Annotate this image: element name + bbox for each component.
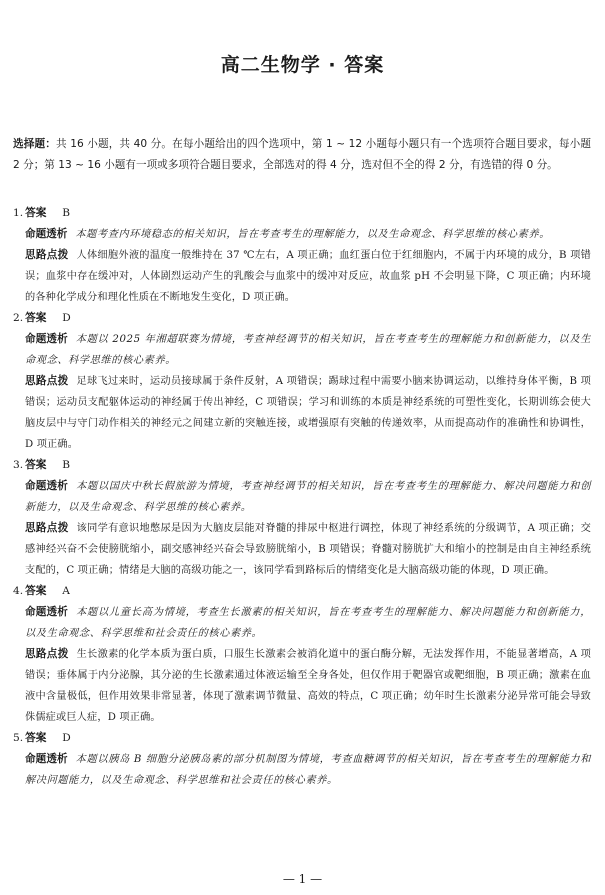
answer-label: 答案 [25,585,47,597]
answer-label: 答案 [25,312,47,324]
analysis-text: 本题以胰岛 B 细胞分泌胰岛素的部分机制图为情境，考查血糖调节的相关知识，旨在考查考生的理解能力和解决问题能力，以及生命观念、科学思维和社会责任的核心素养。 [25,754,592,786]
question-1 [13,203,591,308]
answer-value: B [62,459,71,471]
analysis-text: 本题以国庆中秋长假旅游为情境，考查神经调节的相关知识，旨在考查考生的理解能力、解决问题能力和创新能力，以及生命观念、科学思维的核心素养。 [25,481,592,513]
analysis-text: 本题考查内环境稳态的相关知识，旨在考查考生的理解能力，以及生命观念、科学思维的核心素养。 [75,229,551,240]
question-2 [13,308,591,455]
intro-paragraph [13,134,591,176]
question-header [13,728,591,749]
hint-label: 思路点拨 [25,648,69,660]
analysis-label: 命题透析 [25,480,69,492]
question-number: 2. [13,312,24,324]
analysis-paragraph [25,602,591,644]
hint-paragraph [25,644,591,728]
answer-value: D [62,732,71,744]
question-header [13,308,591,329]
analysis-paragraph [25,476,591,518]
intro-text: 共 16 小题，共 40 分。在每小题给出的四个选项中，第 1 ~ 12 小题每小题只有一个选项符合题目要求，每小题 2 分；第 13 ~ 16 小题有一项或多项符合题目要求，全部选对的得 4 分，选对但不全的得 2 分，有选错的得 0 分。 [13,138,592,171]
hint-text: 人体细胞外液的温度一般维持在 37 ℃左右，A 项正确；血红蛋白位于红细胞内，不属于内环境的成分，B 项错误；血浆中存在缓冲对，人体剧烈运动产生的乳酸会与血浆中的缓冲对反应，故血浆 pH 不会明显下降，C 项正确；内环境的各种化学成分和理化性质在不断地发生变化，D 项正确。 [25,250,591,303]
answer-label: 答案 [25,732,47,744]
question-header [13,203,591,224]
page-title: 高二生物学 · 答案 [220,54,385,76]
question-5 [13,728,591,791]
analysis-paragraph [25,224,591,245]
answer-value: B [62,207,71,219]
analysis-text: 本题以儿童长高为情境，考查生长激素的相关知识，旨在考查考生的理解能力、解决问题能力和创新能力，以及生命观念、科学思维和社会责任的核心素养。 [25,607,592,639]
hint-label: 思路点拨 [25,522,69,534]
answers-list [13,203,591,791]
question-header [13,581,591,602]
hint-text: 足球飞过来时，运动员接球属于条件反射，A 项错误；踢球过程中需要小脑来协调运动，以维持身体平衡，B 项错误；运动员支配躯体运动的神经属于传出神经，C 项错误；学习和训练的本质是神经系统的可塑性变化，长期训练会使大脑皮层中与守门动作相关的神经元之间建立新的突触连接，或增强原有突触的传递效率，从而提高动作的准确性和协调性，D 项正确。 [25,376,591,450]
answer-value: D [62,312,71,324]
hint-label: 思路点拨 [25,375,69,387]
hint-label: 思路点拨 [25,249,69,261]
intro-label: 选择题： [13,138,56,150]
question-3 [13,455,591,581]
hint-paragraph [25,245,591,308]
analysis-label: 命题透析 [25,333,68,345]
question-number: 4. [13,585,24,597]
analysis-label: 命题透析 [25,606,69,618]
answer-label: 答案 [25,207,47,219]
analysis-label: 命题透析 [25,753,68,765]
analysis-paragraph [25,749,591,791]
question-header [13,455,591,476]
question-number: 3. [13,459,24,471]
hint-paragraph [25,518,591,581]
hint-paragraph [25,371,591,455]
analysis-label: 命题透析 [25,228,68,240]
analysis-text: 本题以 2025 年湘超联赛为情境，考查神经调节的相关知识，旨在考查考生的理解能力和创新能力，以及生命观念、科学思维的核心素养。 [25,334,591,366]
question-number: 1. [13,207,24,219]
question-number: 5. [13,732,24,744]
page-number: — 1 — [282,872,323,886]
answer-label: 答案 [25,459,47,471]
hint-text: 生长激素的化学本质为蛋白质，口服生长激素会被消化道中的蛋白酶分解，无法发挥作用，不能显著增高，A 项错误；垂体属于内分泌腺，其分泌的生长激素通过体液运输至全身各处，但仅作用于靶器官或靶细胞，B 项正确；激素在血液中含量极低，但作用效果非常显著，体现了激素调节微量、高效的特点，C 项正确；幼年时生长激素分泌异常可能会导致侏儒症或巨人症，D 项正确。 [25,649,591,723]
analysis-paragraph [25,329,591,371]
hint-text: 该同学有意识地憋尿是因为大脑皮层能对脊髓的排尿中枢进行调控，体现了神经系统的分级调节，A 项正确；交感神经兴奋不会使膀胱缩小，副交感神经兴奋会导致膀胱缩小，B 项错误；脊髓对膀胱扩大和缩小的控制是由自主神经系统支配的，C 项正确；情绪是大脑的高级功能之一，该同学看到路标后的情绪变化是大脑高级功能的体现，D 项正确。 [25,523,591,576]
question-4 [13,581,591,728]
answer-value: A [62,585,70,597]
